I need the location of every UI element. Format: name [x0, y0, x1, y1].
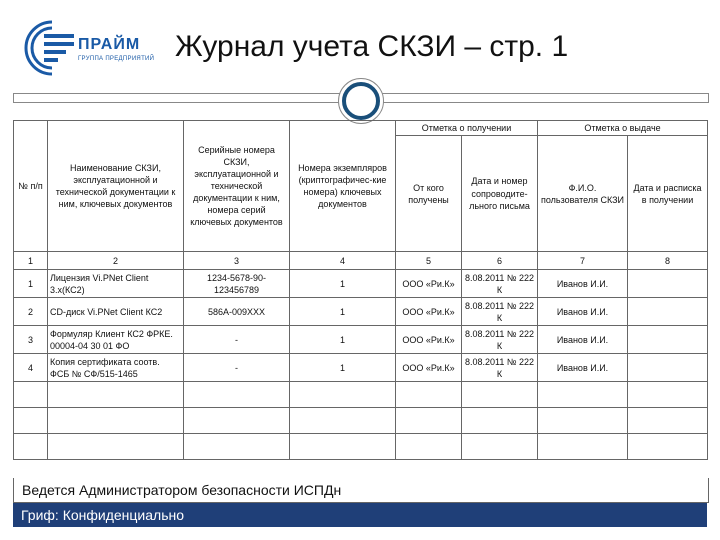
- row-serial: 1234-5678-90-123456789: [184, 270, 290, 298]
- classification-bar: [13, 503, 707, 527]
- col-header-num: № п/п: [14, 121, 48, 252]
- empty-row: [14, 382, 708, 408]
- row-user: Иванов И.И.: [538, 354, 628, 382]
- row-receipt: [628, 326, 708, 354]
- table-row: [14, 354, 708, 382]
- logo-subtitle: ГРУППА ПРЕДПРИЯТИЙ: [78, 56, 155, 62]
- row-from: ООО «Ри.К»: [396, 270, 462, 298]
- row-letter: 8.08.2011 № 222 К: [462, 326, 538, 354]
- row-serial: 586А-009XXX: [184, 298, 290, 326]
- row-letter: 8.08.2011 № 222 К: [462, 298, 538, 326]
- prime-logo-icon: [22, 18, 82, 78]
- row-copy: 1: [290, 326, 396, 354]
- table-row: [14, 326, 708, 354]
- row-name: Формуляр Клиент КС2 ФРКЕ. 00004-04 30 01 ФО: [48, 326, 184, 354]
- admin-note: Ведется Администратором безопасности ИСПДн: [22, 482, 342, 498]
- divider-ornament: [338, 78, 384, 124]
- row-copy: 1: [290, 270, 396, 298]
- row-from: ООО «Ри.К»: [396, 298, 462, 326]
- column-number: 4: [290, 252, 396, 270]
- row-receipt: [628, 354, 708, 382]
- column-number: 2: [48, 252, 184, 270]
- row-num: 1: [14, 270, 48, 298]
- journal-sheet: [13, 120, 707, 534]
- column-number-row: [14, 252, 708, 270]
- col-header-letter: Дата и номер сопроводите-льного письма: [462, 136, 538, 252]
- col-header-from: От кого получены: [396, 136, 462, 252]
- row-name: Лицензия Vi.PNet Client 3.х(КС2): [48, 270, 184, 298]
- row-receipt: [628, 270, 708, 298]
- classification-label: Гриф: Конфиденциально: [21, 507, 185, 523]
- row-copy: 1: [290, 354, 396, 382]
- row-copy: 1: [290, 298, 396, 326]
- row-name: CD-диск Vi.PNet Client КС2: [48, 298, 184, 326]
- column-number: 7: [538, 252, 628, 270]
- col-header-copy: Номера экземпляров (криптографичес-кие номера) ключевых документов: [290, 121, 396, 252]
- row-user: Иванов И.И.: [538, 270, 628, 298]
- row-user: Иванов И.И.: [538, 298, 628, 326]
- col-header-name: Наименование СКЗИ, эксплуатационной и технической документации к ним, ключевых документов: [48, 121, 184, 252]
- logo-name: ПРАЙМ: [78, 36, 141, 53]
- row-num: 3: [14, 326, 48, 354]
- col-header-user: Ф.И.О. пользователя СКЗИ: [538, 136, 628, 252]
- row-letter: 8.08.2011 № 222 К: [462, 354, 538, 382]
- row-letter: 8.08.2011 № 222 К: [462, 270, 538, 298]
- col-header-receipt: Дата и расписка в получении: [628, 136, 708, 252]
- table-row: [14, 270, 708, 298]
- row-user: Иванов И.И.: [538, 326, 628, 354]
- column-number: 1: [14, 252, 48, 270]
- table-row: [14, 298, 708, 326]
- company-logo: [22, 14, 162, 84]
- row-from: ООО «Ри.К»: [396, 354, 462, 382]
- col-header-serial: Серийные номера СКЗИ, эксплуатационной и технической документации к ним, номера серий ключевых документов: [184, 121, 290, 252]
- group-header-issue: Отметка о выдаче: [538, 121, 708, 136]
- empty-row: [14, 408, 708, 434]
- empty-row: [14, 434, 708, 460]
- column-number: 5: [396, 252, 462, 270]
- row-serial: -: [184, 354, 290, 382]
- row-num: 2: [14, 298, 48, 326]
- row-serial: -: [184, 326, 290, 354]
- page-title: Журнал учета СКЗИ – стр. 1: [175, 30, 569, 63]
- journal-table: [13, 120, 708, 460]
- row-num: 4: [14, 354, 48, 382]
- row-name: Копия сертификата соотв. ФСБ № СФ/515-1465: [48, 354, 184, 382]
- column-number: 3: [184, 252, 290, 270]
- group-header-receipt: Отметка о получении: [396, 121, 538, 136]
- row-receipt: [628, 298, 708, 326]
- row-from: ООО «Ри.К»: [396, 326, 462, 354]
- column-number: 8: [628, 252, 708, 270]
- column-number: 6: [462, 252, 538, 270]
